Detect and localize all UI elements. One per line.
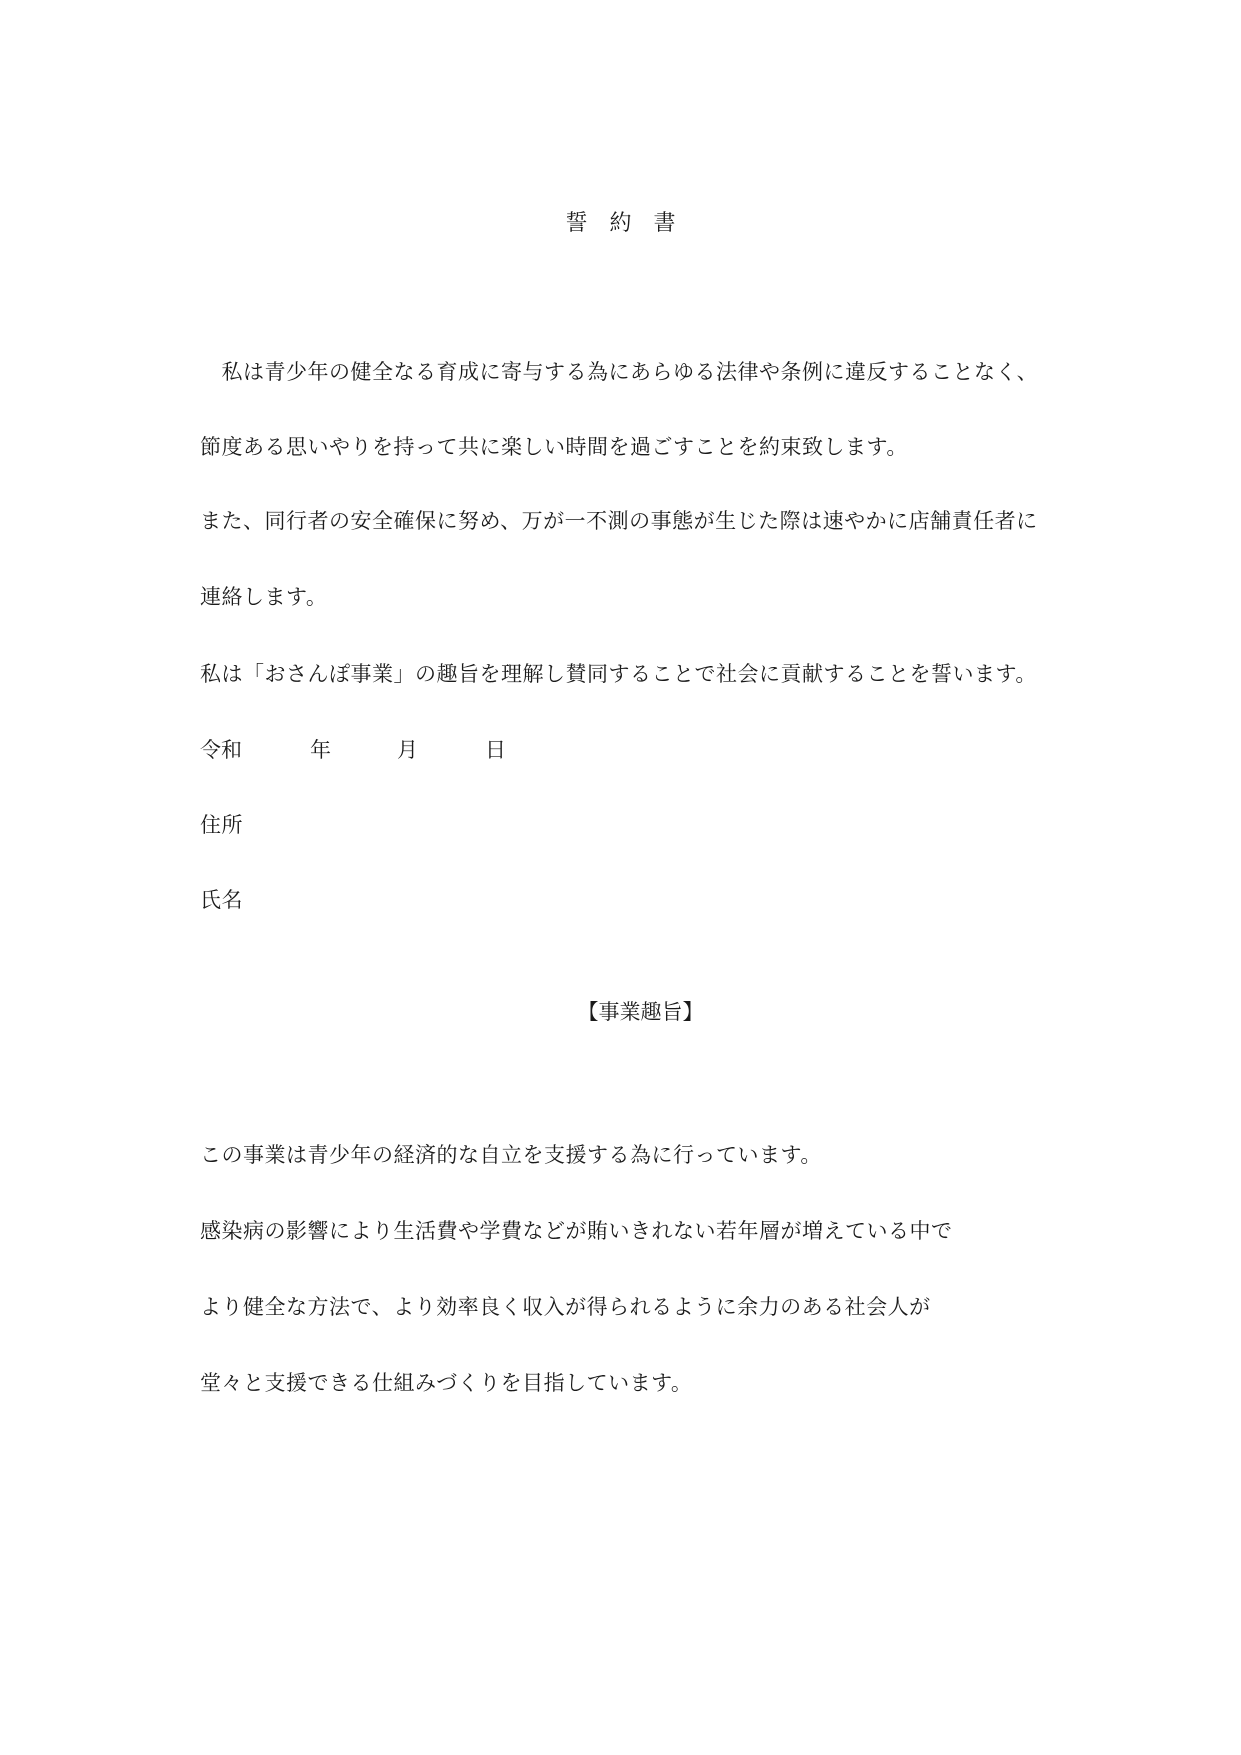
pledge-line-3: また、同行者の安全確保に努め、万が一不測の事態が生じた際は速やかに店舗責任者に [200,509,1038,533]
purpose-line-1: この事業は青少年の経済的な自立を支援する為に行っています。 [200,1143,822,1167]
date-year-label: 年 [310,738,331,762]
date-era: 令和 [200,738,242,762]
purpose-heading: 【事業趣旨】 [577,1000,704,1024]
purpose-line-4: 堂々と支援できる仕組みづくりを目指しています。 [200,1371,693,1395]
pledge-line-1: 私は青少年の健全なる育成に寄与する為にあらゆる法律や条例に違反することなく、 [200,360,1039,384]
document-title [0,209,1241,239]
date-day-label: 日 [485,738,506,762]
purpose-line-3: より健全な方法で、より効率良く収入が得られるように余力のある社会人が [200,1295,931,1319]
pledge-line-4: 連絡します。 [200,585,328,609]
name-label: 氏名 [200,888,243,912]
purpose-line-2: 感染病の影響により生活費や学費などが賄いきれない若年層が増えている中で [200,1219,953,1243]
address-label: 住所 [200,813,243,837]
title-char-2: 約 [609,211,632,236]
date-month-label: 月 [397,738,418,762]
title-char-3: 書 [653,211,676,236]
pledge-line-2: 節度ある思いやりを持って共に楽しい時間を過ごすことを約束致します。 [200,435,908,459]
pledge-line-5: 私は「おさんぽ事業」の趣旨を理解し賛同することで社会に貢献することを誓います。 [200,662,1037,686]
title-char-1: 誓 [565,211,588,236]
